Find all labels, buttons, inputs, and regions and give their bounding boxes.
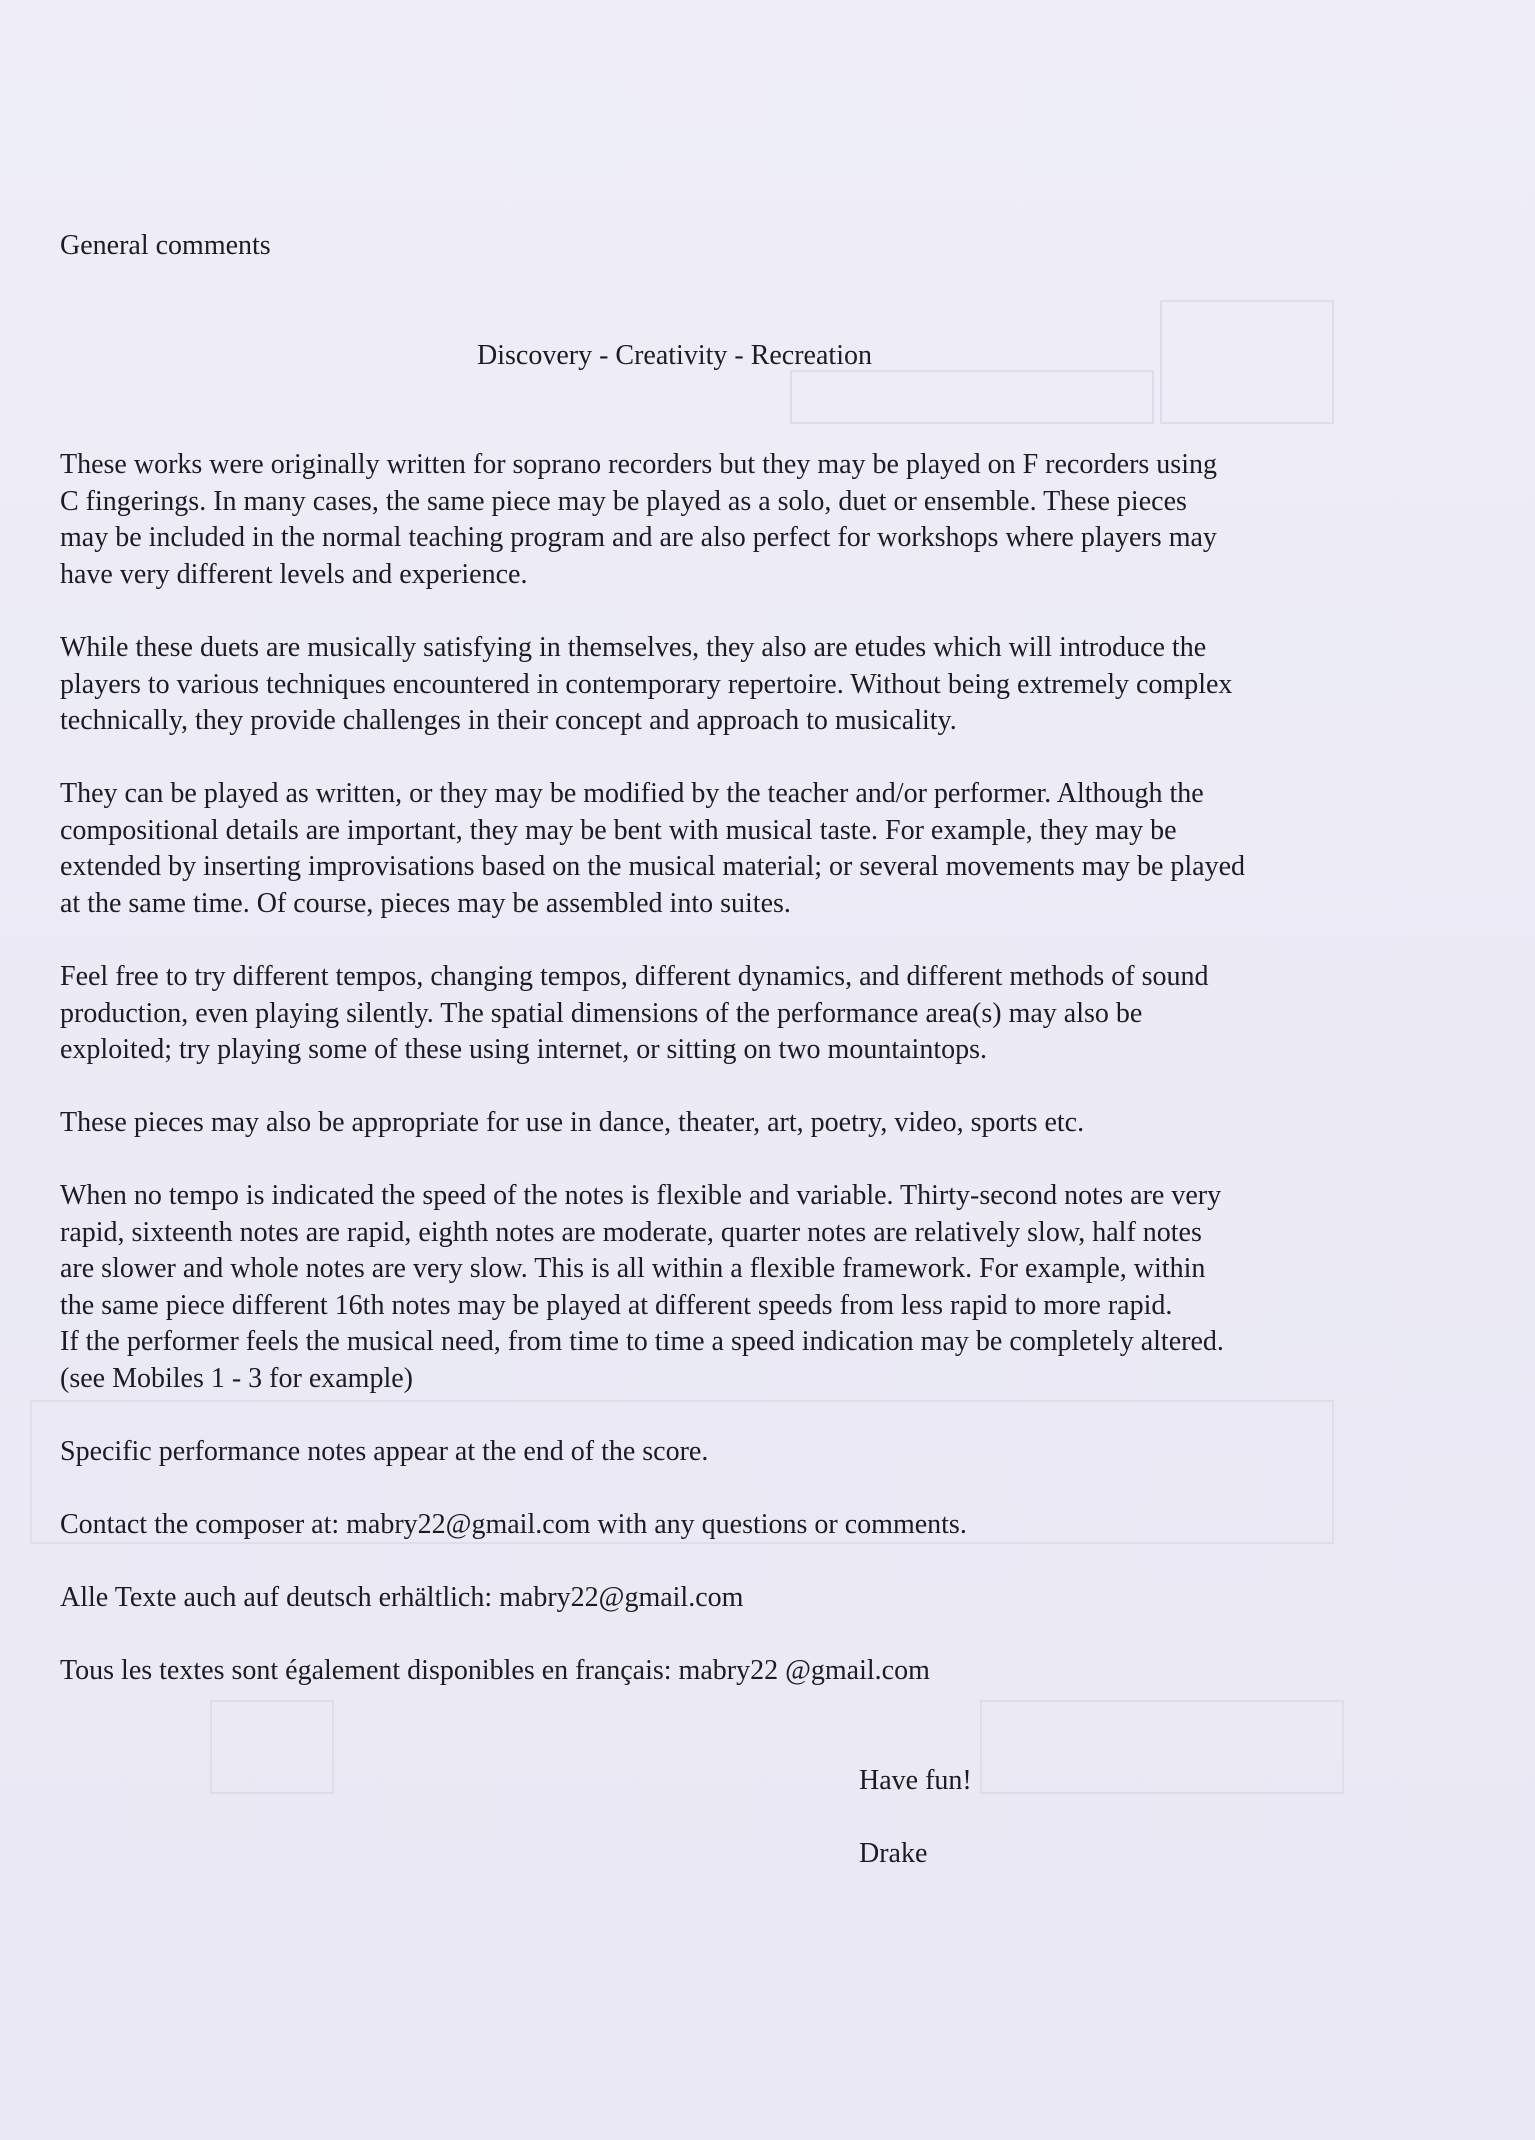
paragraph-line: compositional details are important, they may be bent with musical taste. For example, they may be [60, 814, 1177, 846]
paragraph-uses [60, 1105, 1084, 1142]
bleed-through-box [790, 370, 1154, 424]
paragraph-line: Contact the composer at: mabry22@gmail.com with any questions or comments. [60, 1509, 967, 1540]
bleed-through-box [210, 1700, 334, 1794]
paragraph-line: are slower and whole notes are very slow. This is all within a flexible framework. For example, within [60, 1253, 1206, 1284]
paragraph-line: These works were originally written for soprano recorders but they may be played on F recorders using [60, 449, 1217, 480]
paragraph-line: extended by inserting improvisations based on the musical material; or several movements may be played [60, 851, 1246, 882]
paragraph-contact [60, 1507, 967, 1544]
signature: Drake [859, 1838, 928, 1869]
paragraph-line: may be included in the normal teaching program and are also perfect for workshops where players may [60, 522, 1217, 553]
paragraph-line: Tous les textes sont également disponibles en français: mabry22 @gmail.com [60, 1655, 930, 1686]
paragraph-line: exploited; try playing some of these using internet, or sitting on two mountaintops. [60, 1034, 987, 1065]
paragraph-tempos [60, 959, 1208, 1069]
paragraph-line: When no tempo is indicated the speed of the notes is flexible and variable. Thirty-second notes are very [60, 1180, 1222, 1211]
paragraph-line: technically, they provide challenges in their concept and approach to musicality. [60, 705, 957, 736]
paragraph-line: C fingerings. In many cases, the same piece may be played as a solo, duet or ensemble. These pieces [60, 485, 1187, 517]
bleed-through-box [980, 1700, 1344, 1794]
paragraph-french [60, 1653, 930, 1690]
section-heading: General comments [60, 230, 271, 261]
paragraph-duets [60, 630, 1232, 740]
paragraph-performance-notes [60, 1434, 708, 1471]
paragraph-line: at the same time. Of course, pieces may be assembled into suites. [60, 887, 791, 919]
paragraph-line: players to various techniques encountered in contemporary repertoire. Without being extremely complex [60, 668, 1233, 700]
paragraph-tempo-notes [60, 1178, 1224, 1397]
paragraph-line: Specific performance notes appear at the end of the score. [60, 1436, 709, 1467]
paragraph-german [60, 1580, 743, 1617]
paragraph-modification [60, 776, 1245, 922]
paragraph-line: (see Mobiles 1 - 3 for example) [60, 1362, 413, 1394]
paragraph-line: production, even playing silently. The spatial dimensions of the performance area(s) may also be [60, 997, 1143, 1029]
bleed-through-box [1160, 300, 1334, 424]
paragraph-line: While these duets are musically satisfying in themselves, they also are etudes which will introduce the [60, 632, 1207, 663]
paragraph-line: If the performer feels the musical need, from time to time a speed indication may be completely altered. [60, 1326, 1224, 1357]
paragraph-line: Alle Texte auch auf deutsch erhältlich: mabry22@gmail.com [60, 1582, 744, 1613]
motto: Discovery - Creativity - Recreation [477, 340, 872, 371]
paragraph-intro [60, 447, 1217, 593]
paragraph-line: rapid, sixteenth notes are rapid, eighth notes are moderate, quarter notes are relatively slow, half notes [60, 1216, 1202, 1248]
paragraph-line: They can be played as written, or they may be modified by the teacher and/or performer. Although the [60, 778, 1204, 809]
paragraph-line: have very different levels and experience. [60, 558, 528, 590]
closing-greeting: Have fun! [859, 1765, 972, 1796]
paragraph-line: Feel free to try different tempos, changing tempos, different dynamics, and different methods of sound [60, 961, 1209, 992]
paragraph-line: the same piece different 16th notes may be played at different speeds from less rapid to more rapid. [60, 1289, 1173, 1321]
paragraph-line: These pieces may also be appropriate for use in dance, theater, art, poetry, video, sports etc. [60, 1107, 1085, 1138]
